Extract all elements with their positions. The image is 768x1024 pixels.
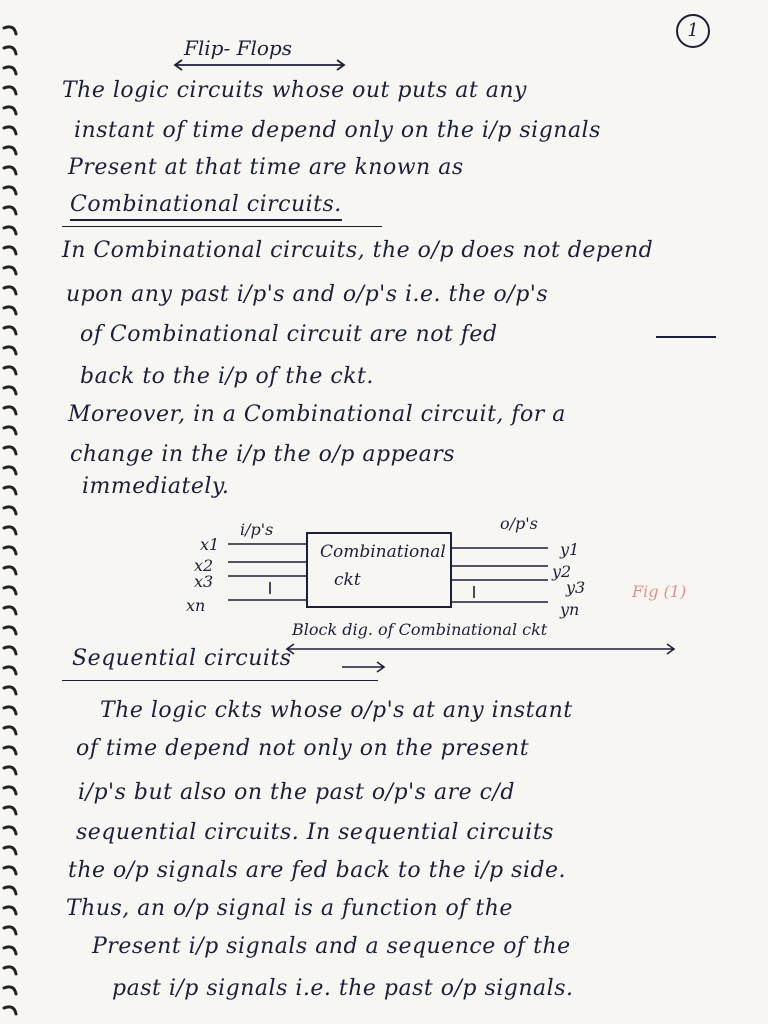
block-label-line2: ckt	[334, 570, 361, 590]
para3-line-3: i/p's but also on the past o/p's are c/d	[78, 780, 515, 805]
para2-line-2: upon any past i/p's and o/p's i.e. the o/p's	[66, 282, 549, 307]
para3-line-4: sequential circuits. In sequential circuits	[76, 820, 554, 845]
para2-line-7: immediately.	[82, 474, 230, 499]
diagram-caption: Block dig. of Combinational ckt	[292, 620, 548, 639]
outputs-label: o/p's	[500, 514, 538, 533]
input-x3: x3	[194, 572, 214, 591]
sequential-underline	[62, 680, 378, 681]
inputs-label: i/p's	[240, 520, 274, 539]
para3-line-7: Present i/p signals and a sequence of the	[92, 934, 571, 959]
para3-line-6: Thus, an o/p signal is a function of the	[66, 896, 513, 921]
para2-line-4: back to the i/p of the ckt.	[80, 364, 374, 389]
input-x2: x2	[194, 556, 214, 575]
title-double-arrow	[172, 58, 348, 72]
para1-line-2: instant of time depend only on the i/p signals	[74, 118, 601, 143]
heading-rule	[62, 226, 382, 227]
sequential-heading: Sequential circuits	[72, 646, 292, 671]
page-number: 1	[676, 14, 710, 48]
block-label-line1: Combinational	[320, 542, 446, 562]
output-yn: yn	[560, 600, 580, 619]
caption-double-arrow	[284, 642, 678, 656]
para2-line-3: of Combinational circuit are not fed	[80, 322, 498, 347]
para3-line-1: The logic ckts whose o/p's at any instant	[100, 698, 573, 723]
output-y1: y1	[560, 540, 580, 559]
para2-line-5: Moreover, in a Combinational circuit, for a	[68, 402, 566, 427]
spiral-binding	[0, 0, 22, 1024]
para2-line-6: change in the i/p the o/p appears	[70, 442, 456, 467]
output-y3: y3	[566, 578, 586, 597]
para1-line-1: The logic circuits whose out puts at any	[62, 78, 527, 103]
diagram-wires	[226, 532, 556, 612]
para3-line-2: of time depend not only on the present	[76, 736, 530, 761]
para3-line-5: the o/p signals are fed back to the i/p side.	[68, 858, 567, 883]
sequential-arrow	[340, 660, 390, 674]
para2-line-1: In Combinational circuits, the o/p does not depend	[62, 238, 654, 263]
para1-line-3: Present at that time are known as	[68, 155, 464, 180]
input-x1: x1	[200, 535, 220, 554]
combinational-heading: Combinational circuits.	[70, 192, 342, 221]
input-xn: xn	[186, 596, 206, 615]
output-y2: y2	[552, 562, 572, 581]
page-title: Flip- Flops	[184, 36, 292, 60]
para3-line-8: past i/p signals i.e. the past o/p signals.	[112, 976, 574, 1001]
figure-label: Fig (1)	[632, 582, 687, 601]
crossed-out-word	[656, 336, 716, 338]
